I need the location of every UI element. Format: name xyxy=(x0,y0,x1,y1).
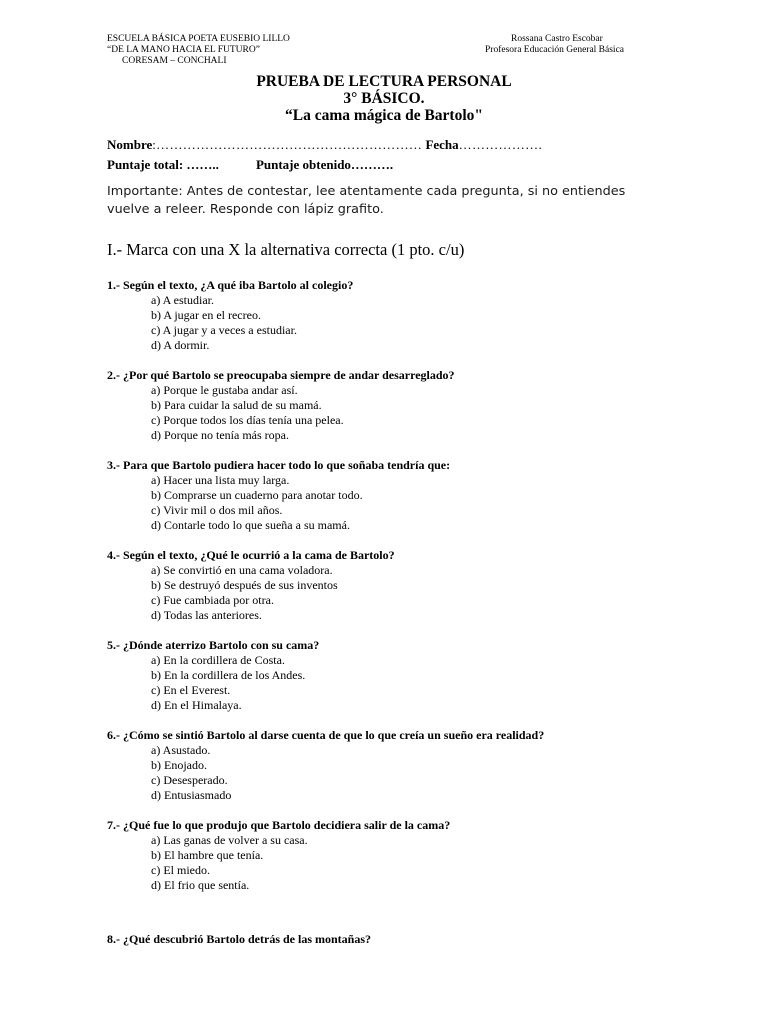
school-name: ESCUELA BÁSICA POETA EUSEBIO LILLO xyxy=(107,34,290,44)
question-4 xyxy=(107,547,707,623)
fecha-label: Fecha xyxy=(425,137,459,152)
answer-option-b[interactable]: b) Para cuidar la salud de su mamá. xyxy=(151,398,322,412)
teacher-header xyxy=(485,34,624,56)
section-heading: I.- Marca con una X la alternativa correcta (1 pto. c/u) xyxy=(107,240,465,259)
nombre-field[interactable]: :…………………………………………………… xyxy=(152,137,423,152)
title-line-2: 3° BÁSICO. xyxy=(343,90,425,107)
answer-option-d[interactable]: d) El frio que sentía. xyxy=(151,878,250,892)
question-2 xyxy=(107,367,707,443)
question-text: 6.- ¿Cómo se sintió Bartolo al darse cuenta de que lo que creía un sueño era realidad? xyxy=(107,728,545,742)
question-8 xyxy=(107,931,707,947)
answer-option-a[interactable]: a) Asustado. xyxy=(151,743,211,757)
question-text: 3.- Para que Bartolo pudiera hacer todo lo que soñaba tendría que: xyxy=(107,458,451,472)
answer-option-d[interactable]: d) En el Himalaya. xyxy=(151,698,242,712)
answer-option-d[interactable]: d) Porque no tenía más ropa. xyxy=(151,428,289,442)
question-5 xyxy=(107,637,707,713)
answer-option-c[interactable]: c) Vivir mil o dos mil años. xyxy=(151,503,283,517)
question-6 xyxy=(107,727,707,803)
answer-option-b[interactable]: b) En la cordillera de los Andes. xyxy=(151,668,306,682)
puntaje-obtenido-field[interactable]: Puntaje obtenido………. xyxy=(255,157,394,172)
answer-option-a[interactable]: a) Se convirtió en una cama voladora. xyxy=(151,563,333,577)
answer-option-b[interactable]: b) A jugar en el recreo. xyxy=(151,308,261,322)
question-text: 2.- ¿Por qué Bartolo se preocupaba siempre de andar desarreglado? xyxy=(107,368,455,382)
answer-option-c[interactable]: c) Desesperado. xyxy=(151,773,228,787)
answer-option-c[interactable]: c) A jugar y a veces a estudiar. xyxy=(151,323,297,337)
question-list xyxy=(107,277,707,961)
question-text: 5.- ¿Dónde aterrizo Bartolo con su cama? xyxy=(107,638,320,652)
question-7 xyxy=(107,817,707,893)
answer-option-d[interactable]: d) Contarle todo lo que sueña a su mamá. xyxy=(151,518,350,532)
school-corporation: CORESAM – CONCHALI xyxy=(122,56,227,66)
answer-option-c[interactable]: c) El miedo. xyxy=(151,863,210,877)
answer-option-a[interactable]: a) A estudiar. xyxy=(151,293,214,307)
answer-option-a[interactable]: a) Hacer una lista muy larga. xyxy=(151,473,290,487)
answer-option-d[interactable]: d) Entusiasmado xyxy=(151,788,232,802)
school-motto: “DE LA MANO HACIA EL FUTURO” xyxy=(107,45,260,55)
answer-option-b[interactable]: b) Enojado. xyxy=(151,758,207,772)
question-text: 7.- ¿Qué fue lo que produjo que Bartolo decidiera salir de la cama? xyxy=(107,818,451,832)
answer-option-d[interactable]: d) A dormir. xyxy=(151,338,210,352)
question-text: 8.- ¿Qué descubrió Bartolo detrás de las montañas? xyxy=(107,932,371,946)
answer-option-b[interactable]: b) El hambre que tenía. xyxy=(151,848,264,862)
teacher-name: Rossana Castro Escobar xyxy=(511,34,603,44)
answer-option-c[interactable]: c) En el Everest. xyxy=(151,683,231,697)
fecha-field[interactable]: ………………. xyxy=(458,137,543,152)
answer-option-a[interactable]: a) Las ganas de volver a su casa. xyxy=(151,833,308,847)
school-header xyxy=(107,34,290,67)
teacher-role: Profesora Educación General Básica xyxy=(485,45,625,55)
nombre-label: Nombre xyxy=(107,137,153,152)
answer-option-a[interactable]: a) Porque le gustaba andar así. xyxy=(151,383,298,397)
title-line-1: PRUEBA DE LECTURA PERSONAL xyxy=(256,73,512,90)
test-title xyxy=(0,73,768,124)
answer-option-b[interactable]: b) Comprarse un cuaderno para anotar todo. xyxy=(151,488,363,502)
important-note: Importante: Antes de contestar, lee atentamente cada pregunta, si no entiendes vuelve a releer. Responde con lápiz grafito. xyxy=(107,184,626,217)
question-3 xyxy=(107,457,707,533)
answer-option-c[interactable]: c) Fue cambiada por otra. xyxy=(151,593,274,607)
puntaje-total-field[interactable]: Puntaje total: …….. xyxy=(107,157,219,172)
question-text: 4.- Según el texto, ¿Qué le ocurrió a la cama de Bartolo? xyxy=(107,548,395,562)
answer-option-a[interactable]: a) En la cordillera de Costa. xyxy=(151,653,285,667)
answer-option-c[interactable]: c) Porque todos los días tenía una pelea. xyxy=(151,413,344,427)
name-date-row xyxy=(107,137,542,153)
question-text: 1.- Según el texto, ¿A qué iba Bartolo al colegio? xyxy=(107,278,354,292)
score-row xyxy=(107,157,393,173)
answer-option-b[interactable]: b) Se destruyó después de sus inventos xyxy=(151,578,338,592)
question-1 xyxy=(107,277,707,353)
answer-option-d[interactable]: d) Todas las anteriores. xyxy=(151,608,262,622)
title-line-3: “La cama mágica de Bartolo" xyxy=(284,107,484,124)
